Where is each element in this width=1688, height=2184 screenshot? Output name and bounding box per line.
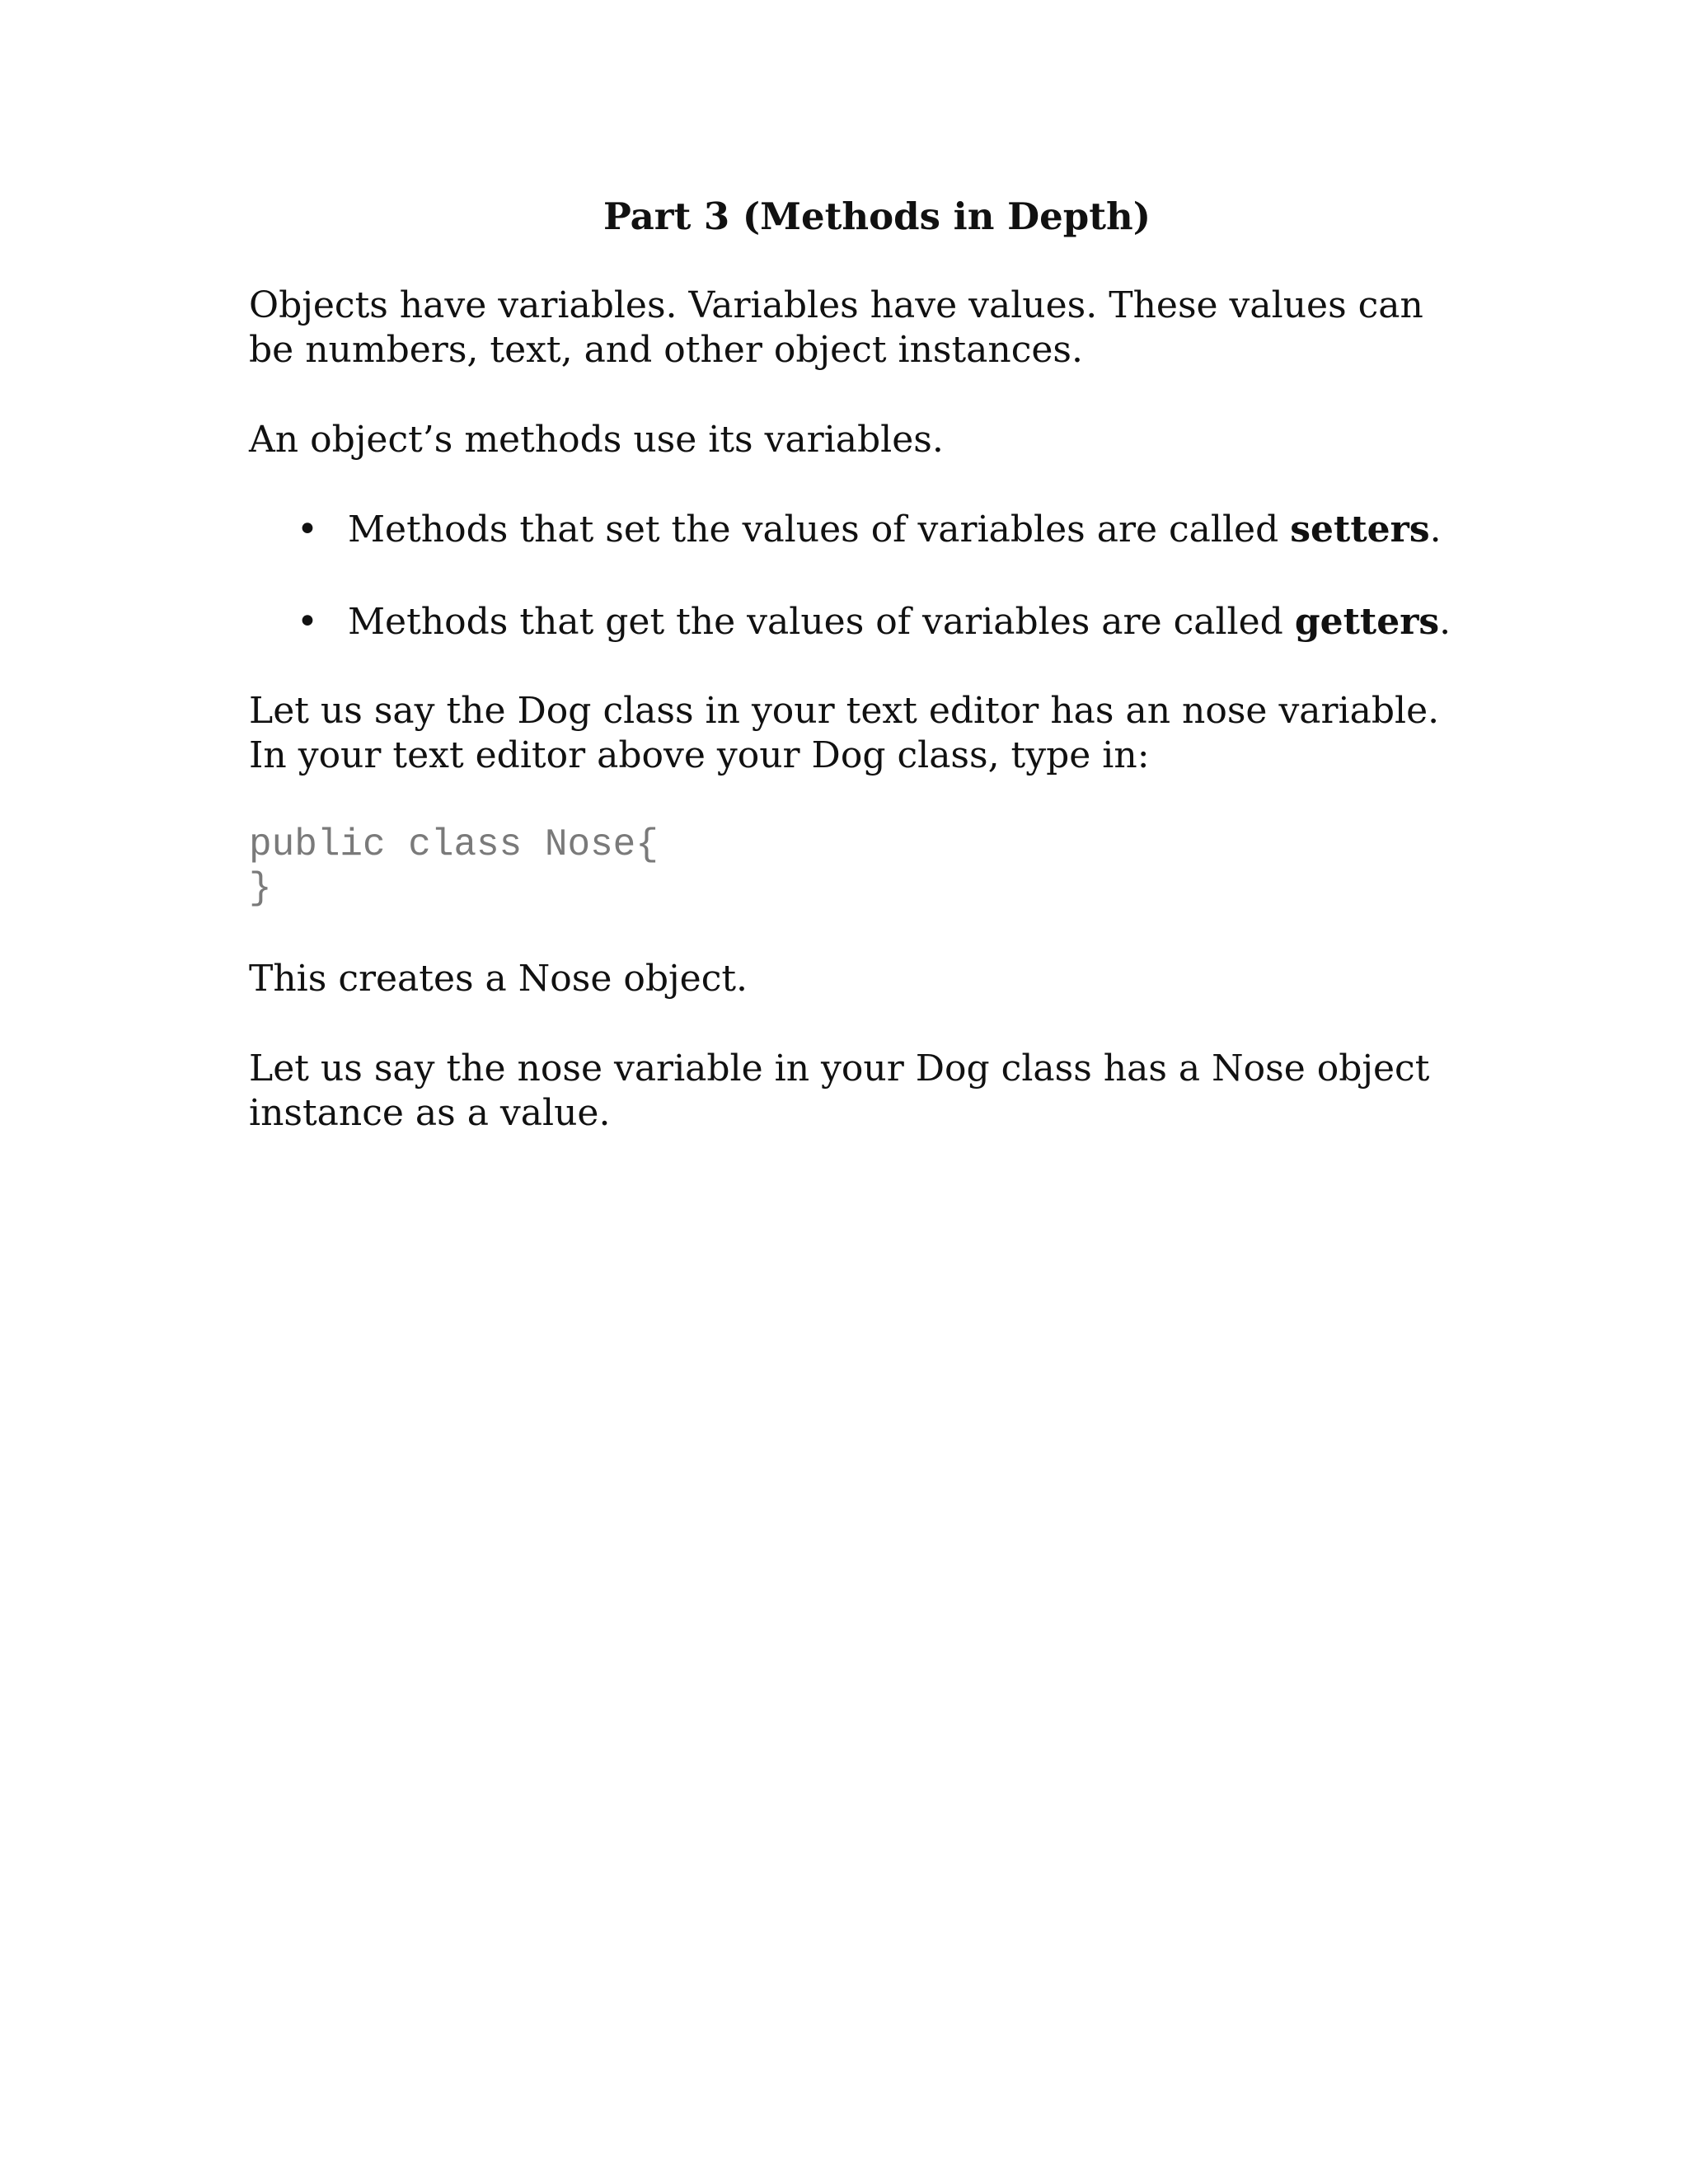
paragraph-methods-use-variables: An object’s methods use its variables. (249, 419, 944, 461)
term-getters: getters (1294, 601, 1440, 643)
document-body (249, 194, 1469, 1181)
paragraph-objects-variables: Objects have variables. Variables have values. These values can be numbers, text, and other object instances. (249, 284, 1423, 371)
paragraph-nose-variable: Let us say the nose variable in your Dog class has a Nose object instance as a value. (249, 1047, 1430, 1134)
paragraph-creates-nose: This creates a Nose object. (249, 958, 748, 1000)
bullet-icon: • (297, 509, 318, 551)
list-item-punctuation: . (1439, 601, 1451, 643)
bullet-icon: • (297, 601, 318, 643)
paragraph-dog-class-instruction: Let us say the Dog class in your text editor has an nose variable. In your text editor above your Dog class, type in: (249, 690, 1440, 776)
list-item-punctuation: . (1429, 509, 1442, 551)
list-item-text: Methods that set the values of variables are called (348, 509, 1291, 551)
list-item-text: Methods that get the values of variables are called (348, 601, 1295, 643)
term-setters: setters (1290, 509, 1430, 551)
code-line: } (249, 867, 272, 910)
code-block (249, 823, 1469, 911)
list-item-getters (249, 600, 1469, 644)
code-line: public class Nose{ (249, 823, 659, 866)
list-item-setters (249, 508, 1469, 552)
bullet-list (249, 508, 1469, 644)
page-title: Part 3 (Methods in Depth) (603, 194, 1151, 238)
